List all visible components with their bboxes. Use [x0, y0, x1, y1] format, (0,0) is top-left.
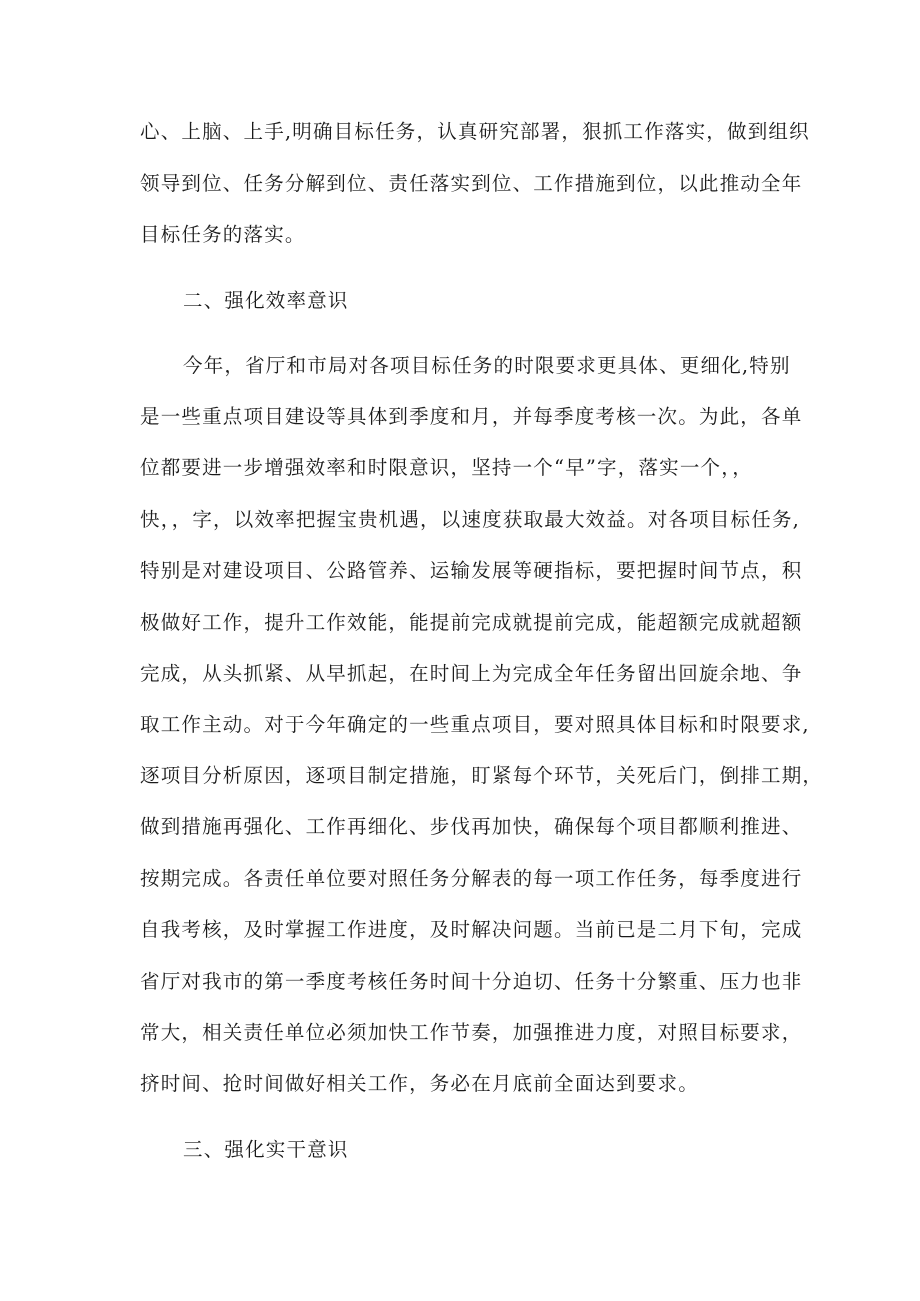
paragraph-line: 极做好工作，提升工作效能，能提前完成就提前完成，能超额完成就超额 [140, 611, 803, 634]
paragraph-line: 领导到位、任务分解到位、责任落实到位、工作措施到位，以此推动全年 [140, 172, 803, 195]
paragraph-line: 按期完成。各责任单位要对照任务分解表的每一项工作任务，每季度进行 [140, 867, 803, 890]
paragraph-line: 常大，相关责任单位必须加快工作节奏，加强推进力度，对照目标要求， [140, 1021, 803, 1044]
paragraph-line: 自我考核，及时掌握工作进度，及时解决问题。当前已是二月下旬，完成 [140, 918, 803, 941]
paragraph-line: 省厅对我市的第一季度考核任务时间十分迫切、任务十分繁重、压力也非 [140, 970, 803, 993]
section-heading: 三、强化实干意识 [183, 1138, 349, 1161]
paragraph-line: 目标任务的落实。 [140, 223, 306, 246]
paragraph-line: 快，，字，以效率把握宝贵机遇，以速度获取最大效益。对各项目标任务, [140, 508, 801, 531]
paragraph-line: 心、上脑、上手,明确目标任务，认真研究部署，狠抓工作落实，做到组织 [140, 120, 810, 143]
paragraph-line: 完成，从头抓紧、从早抓起，在时间上为完成全年任务留出回旋余地、争 [140, 662, 803, 685]
paragraph-line: 做到措施再强化、工作再细化、步伐再加快，确保每个项目都顺利推进、 [140, 815, 803, 838]
section-heading: 二、强化效率意识 [183, 289, 349, 312]
paragraph-line: 是一些重点项目建设等具体到季度和月，并每季度考核一次。为此，各单 [140, 405, 803, 428]
paragraph-line: 逐项目分析原因，逐项目制定措施，盯紧每个环节，关死后门，倒排工期， [140, 764, 824, 787]
paragraph-line: 取工作主动。对于今年确定的一些重点项目，要对照具体目标和时限要求, [140, 713, 810, 736]
paragraph-first-line: 今年，省厅和市局对各项目标任务的时限要求更具体、更细化,特别 [183, 354, 791, 377]
paragraph-line: 位都要进一步增强效率和时限意识，坚持一个“早”字，落实一个，， [140, 456, 753, 479]
paragraph-line: 特别是对建设项目、公路管养、运输发展等硬指标，要把握时间节点，积 [140, 559, 803, 582]
paragraph-line: 挤时间、抢时间做好相关工作，务必在月底前全面达到要求。 [140, 1072, 699, 1095]
